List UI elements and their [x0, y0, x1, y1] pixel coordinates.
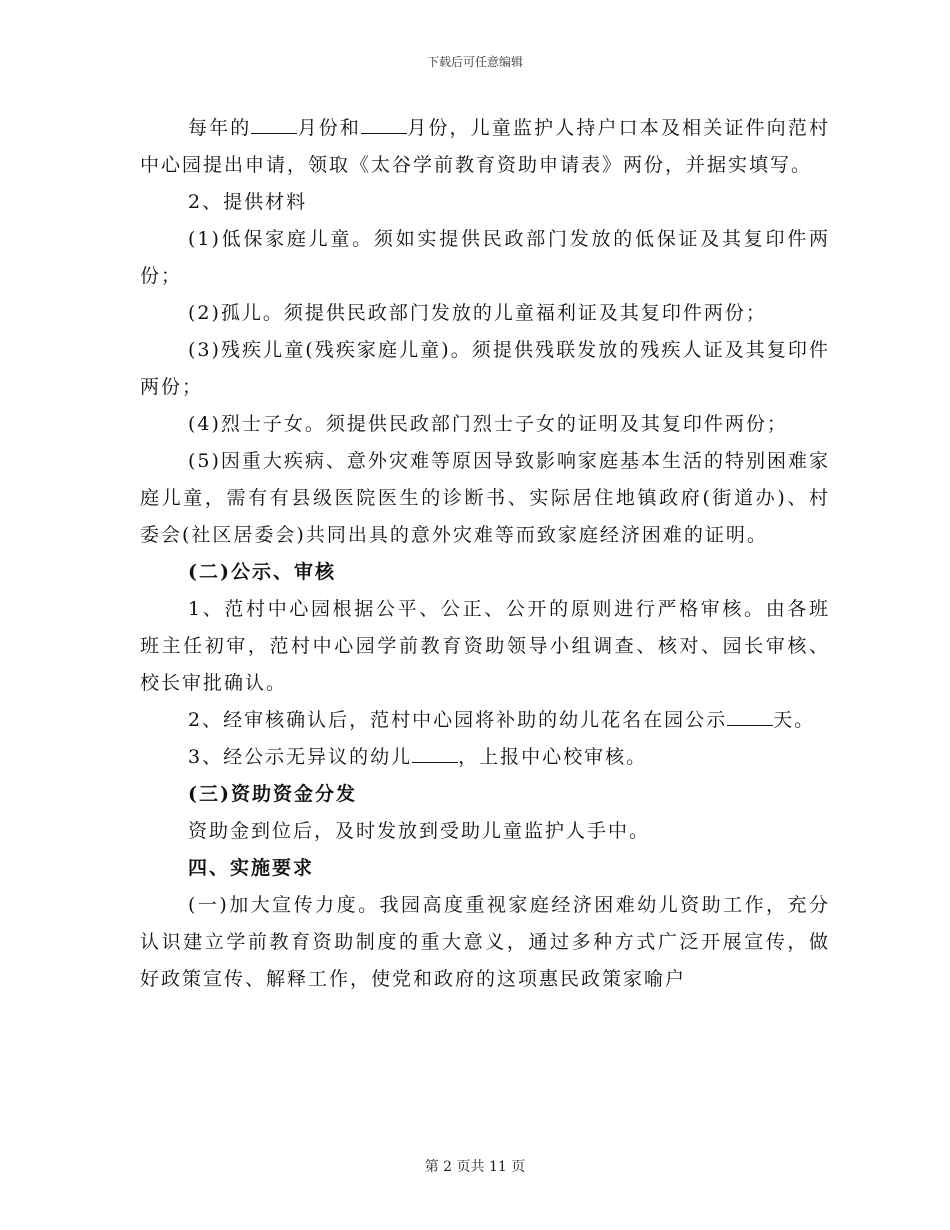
paragraph-publicity-days: 2、经审核确认后，范村中心园将补助的幼儿花名在园公示 天。	[140, 702, 830, 739]
paragraph: 资助金到位后，及时发放到受助儿童监护人手中。	[188, 820, 651, 842]
subheading-materials: 2、提供材料	[188, 191, 308, 213]
section-heading: (三)资助资金分发	[188, 783, 357, 805]
page-footer: 第 2 页共 11 页	[424, 1159, 526, 1175]
paragraph: (一)加大宣传力度。我园高度重视家庭经济困难幼儿资助工作，充分认识建立学前教育资助制度的重大意义，通过多种方式广泛开展宣传，做好政策宣传、解释工作，使党和政府的这项惠民政策家喻户	[140, 894, 830, 990]
blank-line	[727, 705, 773, 726]
list-item: (3)残疾儿童(残疾家庭儿童)。须提供残联发放的残疾人证及其复印件两份；	[140, 339, 830, 398]
list-item: (1)低保家庭儿童。须如实提供民政部门发放的低保证及其复印件两份；	[140, 228, 830, 287]
blank-line	[251, 113, 297, 134]
paragraph-report: 3、经公示无异议的幼儿 ，上报中心校审核。	[140, 739, 830, 776]
list-item: (4)烈士子女。须提供民政部门烈士子女的证明及其复印件两份；	[188, 413, 788, 435]
section-heading: (二)公示、审核	[188, 561, 336, 583]
paragraph-application-period: 每年的 月份和 月份，儿童监护人持户口本及相关证件向范村中心园提出申请，领取《太谷学前教育资助申请表》两份，并据实填写。	[140, 110, 830, 184]
page-header: 下载后可任意编辑	[426, 55, 523, 69]
list-item: (2)孤儿。须提供民政部门发放的儿童福利证及其复印件两份；	[188, 302, 767, 324]
paragraph: 1、范村中心园根据公平、公正、公开的原则进行严格审核。由各班班主任初审，范村中心园学前教育资助领导小组调查、核对、园长审核、校长审批确认。	[140, 598, 830, 694]
blank-line	[412, 742, 458, 763]
list-item: (5)因重大疾病、意外灾难等原因导致影响家庭基本生活的特别困难家庭儿童，需有有县级医院医生的诊断书、实际居住地镇政府(街道办)、村委会(社区居委会)共同出具的意外灾难等而致家庭经济困难的证明。	[140, 450, 830, 546]
blank-line	[361, 113, 407, 134]
document-body	[140, 110, 830, 998]
chapter-heading: 四、实施要求	[188, 857, 315, 879]
